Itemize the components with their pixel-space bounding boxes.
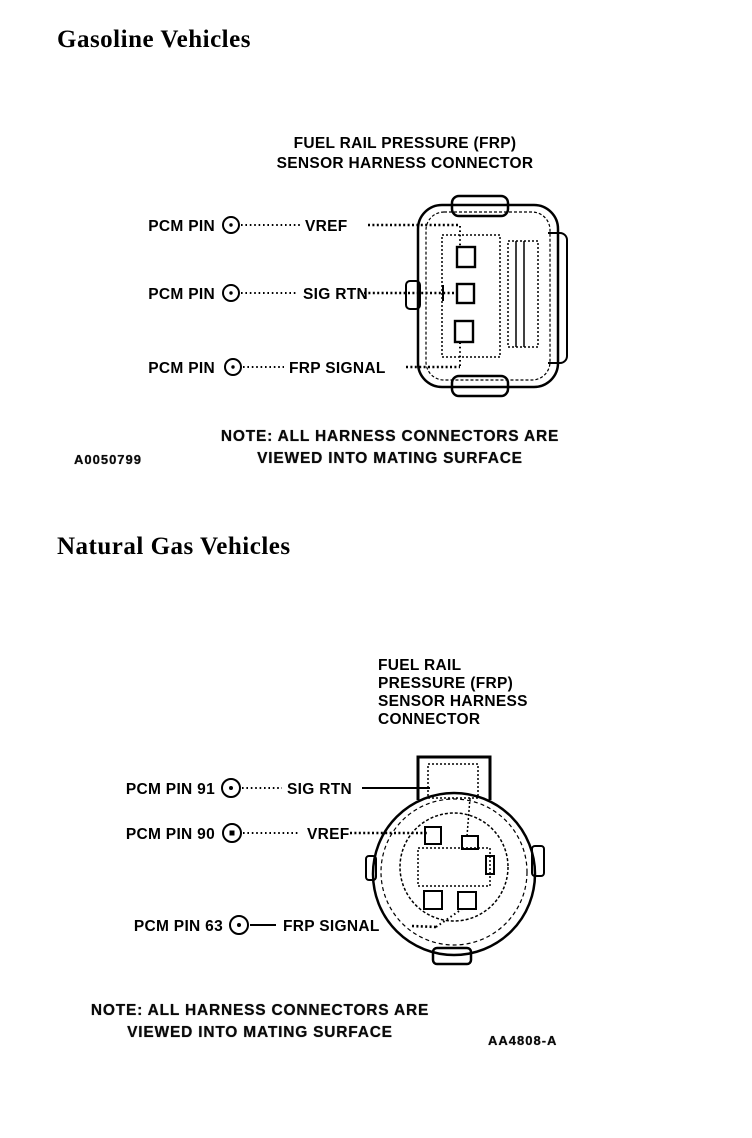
pin-cavity-lower-left	[424, 891, 442, 909]
pin-signal-label: VREF	[307, 826, 350, 843]
note-line1: NOTE: ALL HARNESS CONNECTORS ARE	[220, 428, 560, 445]
connector-blade-slot	[508, 241, 538, 347]
leader-line	[436, 909, 462, 927]
pin-signal-label: SIG RTN	[303, 286, 368, 303]
pin-signal-label: VREF	[305, 218, 348, 235]
pin-cavity-frp	[455, 321, 473, 342]
figure1-connector-diagram	[100, 195, 620, 405]
connector-center-keyway	[418, 848, 490, 886]
pin-splice-dot-icon	[229, 786, 233, 790]
section-heading-gasoline: Gasoline Vehicles	[57, 26, 251, 53]
section-heading-natural-gas: Natural Gas Vehicles	[57, 533, 291, 560]
leader-line	[412, 926, 436, 927]
figure1-title	[245, 134, 565, 174]
figure1-title-line2: SENSOR HARNESS CONNECTOR	[276, 155, 534, 172]
connector-cavity	[442, 235, 500, 357]
pin-splice-dot-icon	[230, 831, 235, 836]
keyway-top-bump	[462, 836, 478, 849]
pin-row-label: PCM PIN	[148, 286, 215, 303]
pin-row-label: PCM PIN	[148, 218, 215, 235]
pin-signal-label: FRP SIGNAL	[289, 360, 386, 377]
pin-cavity-vref	[425, 827, 441, 844]
pin-signal-label: FRP SIGNAL	[283, 918, 380, 935]
pin-splice-dot-icon	[229, 223, 232, 226]
connector-inner-shell	[426, 212, 550, 380]
pin-cavity-vref	[457, 247, 475, 267]
figure2-note	[40, 1000, 480, 1044]
pin-splice-dot-icon	[231, 365, 234, 368]
note-line1: NOTE: ALL HARNESS CONNECTORS ARE	[90, 1002, 430, 1019]
figure1-note	[160, 426, 620, 470]
pin-cavity-frp	[458, 892, 476, 909]
pin-row-label: PCM PIN	[148, 360, 215, 377]
leader-line	[467, 798, 470, 836]
figure2-title-line1: FUEL RAIL	[378, 657, 462, 674]
figure2-connector-diagram	[100, 650, 620, 990]
note-line2: VIEWED INTO MATING SURFACE	[127, 1024, 393, 1041]
pin-splice-dot-icon	[237, 923, 241, 927]
figure2-title-line2: PRESSURE (FRP)	[378, 675, 514, 692]
connector-outer-shell	[418, 205, 558, 387]
note-line2: VIEWED INTO MATING SURFACE	[257, 450, 523, 467]
pin-signal-label: SIG RTN	[287, 781, 352, 798]
pin-row-label: PCM PIN 90	[125, 826, 215, 843]
figure2-title-line4: CONNECTOR	[378, 711, 481, 728]
pin-row-label: PCM PIN 91	[125, 781, 215, 798]
connector-shell-ring	[381, 799, 527, 945]
connector-outer-shell	[373, 793, 535, 955]
figure1-id: A0050799	[74, 452, 142, 467]
figure1-title-line1: FUEL RAIL PRESSURE (FRP)	[293, 135, 517, 152]
figure2-id: AA4808-A	[488, 1033, 558, 1048]
pin-row-label: PCM PIN 63	[133, 918, 223, 935]
connector-inner-ring	[400, 813, 508, 921]
pin-cavity-sigrtn	[457, 284, 474, 303]
pin-splice-dot-icon	[229, 291, 232, 294]
figure2-title-line3: SENSOR HARNESS	[378, 693, 528, 710]
